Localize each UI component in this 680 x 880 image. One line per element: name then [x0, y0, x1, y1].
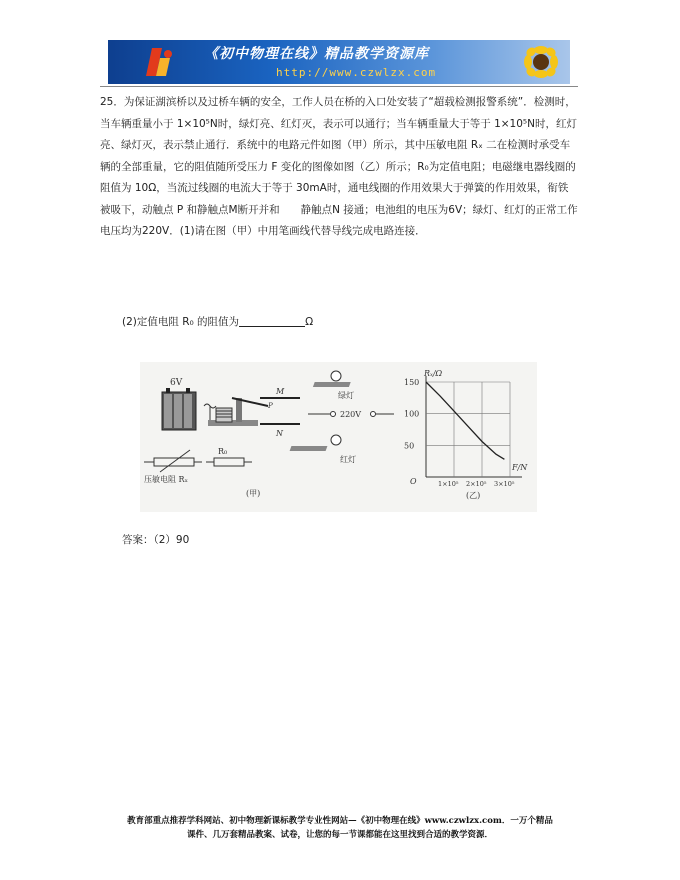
question-paragraph: 25．为保证湖滨桥以及过桥车辆的安全，工作人员在桥的入口处安装了“超载检测报警系统”．检测时，当车辆重量小于 1×10⁵N时，绿灯亮、红灯灭，表示可以通行；当车辆重量大于等于 1×10⁵N时，红灯亮、绿灯灭，表示禁止通行．系统中的电路元件如图（甲）所示，其中压敏电阻 Rₓ 二在检测时承受车辆的全部重量，它的阻值随所受压力 F 变化的图像如图（乙）所示；R₀为定值电阻；电磁继电器线圈的阻值为 10Ω，当流过线圈的电流大于等于 30mA时，通电线圈的作用效果大于弹簧的作用效果，衔铁被吸下，动触点 P 和静触点M断开并和 静触点N 接通；电池组的电压为6V；绿灯、红灯的正常工作电压均为220V．(1)请在图（甲）中用笔画线代替导线完成电路连接．: [100, 96, 578, 237]
chart-y-tick-label: 150: [404, 378, 420, 387]
contact-n-label: N: [276, 429, 283, 438]
site-logo-icon: [142, 46, 176, 80]
header-rule: [100, 86, 578, 87]
red-lamp-label: 红灯: [340, 455, 356, 464]
answer-text: 答案：（2）90: [122, 534, 190, 546]
chart-x-tick-label: 1×10⁵: [438, 480, 459, 488]
part2-unit: Ω: [305, 316, 314, 328]
question-part2: [122, 314, 313, 329]
page-footer: [90, 814, 590, 842]
contact-m-label: M: [276, 387, 285, 396]
resistance-force-chart: [404, 369, 528, 500]
source-label: 220V: [340, 410, 362, 419]
sunflower-icon: [496, 40, 566, 84]
chart-y-tick-label: 50: [404, 441, 415, 451]
footer-line2: 课件、几万套精品教案、试卷，让您的每一节课都能在这里找到合适的教学资源．: [186, 830, 493, 840]
answer-blank: [239, 314, 305, 327]
caption-jia: (甲): [246, 489, 261, 498]
varistor-label: 压敏电阻 Rₓ: [144, 475, 188, 484]
chart-x-tick-label: 3×10⁵: [494, 480, 515, 488]
chart-ylabel: Rₓ/Ω: [424, 369, 443, 378]
header-title: 《初中物理在线》精品教学资源库: [204, 46, 429, 62]
chart-y-tick-label: 100: [404, 409, 420, 419]
header-url: http://www.czwlzx.com: [276, 66, 437, 79]
chart-origin: O: [410, 477, 417, 486]
chart-xlabel: F/N: [512, 463, 528, 472]
resistor-icon: [206, 458, 252, 466]
circuit-figure: [140, 362, 537, 512]
battery-icon: [162, 388, 196, 430]
green-lamp-label: 绿灯: [338, 391, 354, 400]
caption-yi: (乙): [466, 491, 481, 500]
header-banner: [108, 40, 570, 84]
footer-line1: 教育部重点推荐学科网站、初中物理新课标教学专业性网站—《初中物理在线》www.czwlzx.com．一万个精品: [127, 816, 553, 826]
red-lamp-icon: [290, 435, 341, 451]
figure-svg: [140, 362, 537, 512]
contact-p-label: P: [268, 402, 273, 410]
part2-prefix: (2)定值电阻 R₀ 的阻值为: [122, 316, 240, 328]
relay-icon: [204, 398, 268, 426]
green-lamp-icon: [313, 371, 351, 387]
chart-series-line: [426, 382, 504, 459]
chart-x-tick-label: 2×10⁵: [466, 480, 487, 488]
resistor-label: R₀: [218, 447, 228, 456]
battery-label: 6V: [170, 378, 183, 388]
varistor-icon: [144, 450, 202, 472]
